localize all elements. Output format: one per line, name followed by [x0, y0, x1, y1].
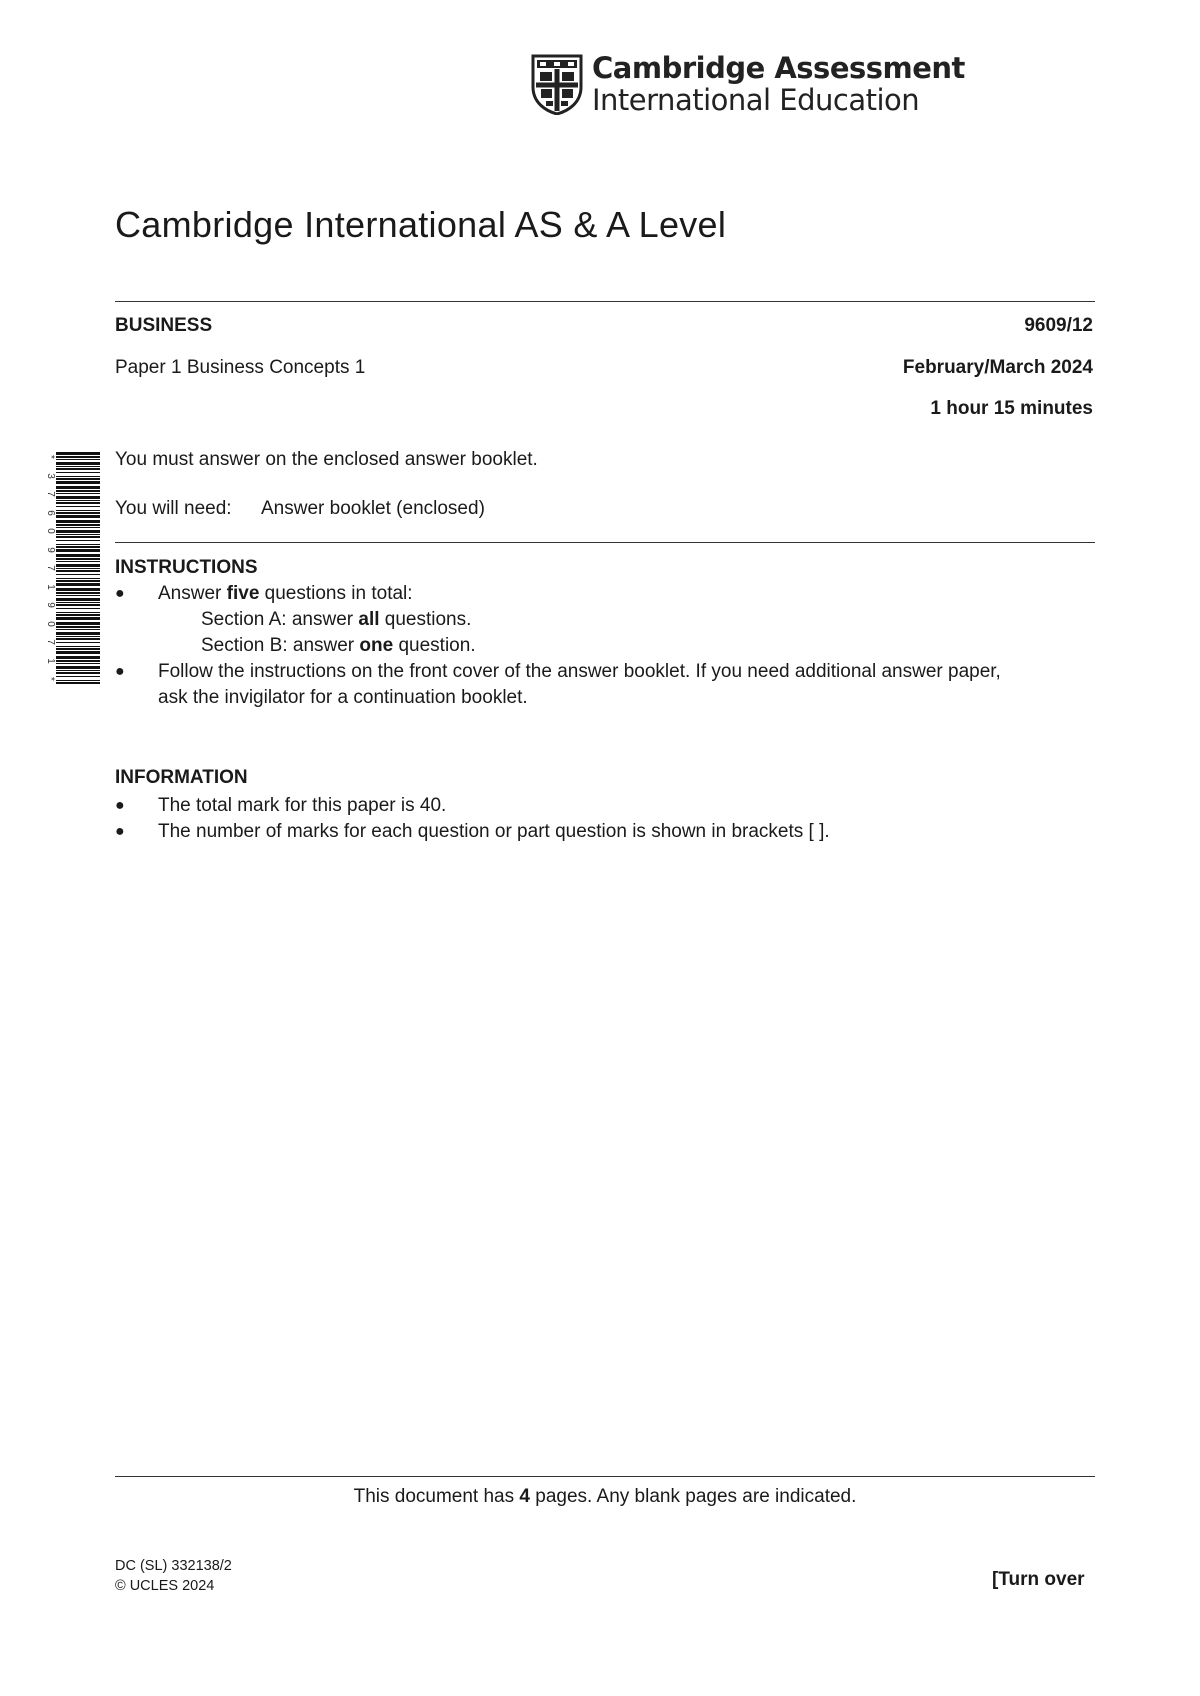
barcode-digit: 1 — [45, 583, 56, 590]
barcode-bar — [56, 638, 100, 640]
barcode-bar — [56, 459, 100, 460]
barcode-bar — [56, 561, 100, 562]
barcode-bar — [56, 578, 100, 579]
text-run: question. — [393, 635, 476, 656]
barcode-bar — [56, 466, 100, 467]
barcode-bar — [56, 481, 100, 484]
cambridge-crest-icon — [530, 53, 584, 115]
barcode-bar — [56, 666, 100, 669]
barcode-bar — [56, 608, 100, 609]
instruction-sub-item — [201, 609, 471, 631]
bullet-icon: ● — [115, 585, 125, 602]
barcode-digit: 9 — [45, 546, 56, 553]
document-code: DC (SL) 332138/2 — [115, 1558, 232, 1574]
text-run: questions in total: — [259, 583, 413, 604]
barcode-bar — [56, 554, 100, 557]
text-run: Section A: answer — [201, 609, 359, 630]
barcode-digit: 0 — [45, 528, 56, 534]
barcode-bar — [56, 574, 100, 575]
barcode-bar — [56, 632, 100, 635]
barcode-bar — [56, 656, 100, 659]
barcode-bar — [56, 515, 100, 518]
candidate-barcode — [44, 452, 100, 684]
barcode-bar — [56, 598, 100, 601]
barcode-bar — [56, 502, 100, 504]
emphasis: one — [359, 635, 394, 656]
barcode-bar — [56, 478, 100, 480]
footer-codes — [115, 1556, 232, 1596]
barcode-bar — [56, 583, 100, 586]
barcode-digits — [44, 452, 56, 684]
barcode-bar — [56, 629, 100, 630]
barcode-bar — [56, 490, 100, 492]
barcode-bar — [56, 672, 100, 674]
text-run: pages. Any blank pages are indicated. — [529, 1486, 857, 1507]
qualification-title: Cambridge International AS & A Level — [115, 204, 727, 245]
text-run: Section B: answer — [201, 635, 360, 656]
bullet-icon: ● — [115, 663, 125, 680]
barcode-digit: 7 — [45, 491, 56, 497]
barcode-bar — [56, 612, 100, 613]
barcode-bar — [56, 595, 100, 596]
instruction-item — [115, 661, 1001, 683]
barcode-bar — [56, 544, 100, 545]
instruction-text: Follow the instructions on the front cover of the answer booklet. If you need additional answer paper, — [158, 661, 1001, 682]
barcode-bar — [56, 670, 100, 671]
turn-over: [Turn over — [992, 1569, 1085, 1590]
barcode-bar — [56, 527, 100, 528]
barcode-bar — [56, 549, 100, 552]
information-heading: INFORMATION — [115, 767, 248, 788]
barcode-bar — [56, 602, 100, 603]
barcode-bar — [56, 646, 100, 647]
barcode-bar — [56, 536, 100, 538]
barcode-bar — [56, 558, 100, 560]
barcode-bar — [56, 614, 100, 616]
materials-needed — [115, 498, 485, 520]
divider — [115, 542, 1095, 543]
barcode-digit: 7 — [45, 565, 56, 571]
barcode-bar — [56, 682, 100, 684]
barcode-bar — [56, 512, 100, 514]
barcode-bar — [56, 476, 100, 477]
paper-name: Paper 1 Business Concepts 1 — [115, 357, 366, 378]
divider — [115, 1476, 1095, 1477]
divider — [115, 301, 1095, 302]
materials-label: You will need: — [115, 498, 232, 519]
barcode-bar — [56, 493, 100, 494]
logo-line-2: International Education — [592, 83, 920, 117]
barcode-bar — [56, 636, 100, 637]
barcode-bar — [56, 468, 100, 470]
cambridge-logo — [530, 52, 965, 116]
barcode-bar — [56, 642, 100, 643]
instruction-text-continued: ask the invigilator for a continuation booklet. — [158, 687, 528, 708]
exam-duration: 1 hour 15 minutes — [930, 398, 1093, 419]
answer-note: You must answer on the enclosed answer booklet. — [115, 449, 538, 470]
subject-name: BUSINESS — [115, 315, 213, 336]
barcode-bar — [56, 580, 100, 582]
exam-session: February/March 2024 — [902, 357, 1093, 378]
bullet-icon: ● — [115, 797, 125, 814]
barcode-bar — [56, 496, 100, 499]
barcode-bar — [56, 540, 100, 541]
information-text: The total mark for this paper is 40. — [158, 795, 447, 816]
logo-line-1: Cambridge Assessment — [592, 51, 965, 85]
barcode-digit: 1 — [45, 657, 56, 664]
barcode-bar — [56, 680, 100, 681]
barcode-bar — [56, 588, 100, 591]
barcode-bar — [56, 660, 100, 662]
barcode-bar — [56, 462, 100, 465]
barcode-bar — [56, 520, 100, 523]
information-text: The number of marks for each question or part question is shown in brackets [ ]. — [158, 821, 830, 842]
paper-code: 9609/12 — [1024, 315, 1093, 336]
barcode-bar — [56, 570, 100, 572]
barcode-bar — [56, 617, 100, 620]
barcode-bar — [56, 456, 100, 458]
barcode-bar — [56, 676, 100, 677]
barcode-bar — [56, 626, 100, 628]
barcode-bar — [56, 592, 100, 594]
barcode-bar — [56, 648, 100, 650]
instruction-item — [115, 583, 413, 605]
barcode-bar — [56, 506, 100, 507]
barcode-bar — [56, 651, 100, 654]
emphasis: all — [358, 609, 380, 630]
text-run: This document has — [353, 1486, 520, 1507]
barcode-digit: 3 — [45, 472, 56, 479]
barcode-digit: 6 — [45, 509, 56, 516]
barcode-bar — [56, 546, 100, 548]
barcode-bar — [56, 568, 100, 569]
barcode-digit: 9 — [45, 602, 56, 608]
barcode-bar — [56, 564, 100, 567]
copyright: © UCLES 2024 — [115, 1578, 215, 1594]
page-count: 4 — [519, 1486, 530, 1507]
materials-value: Answer booklet (enclosed) — [261, 498, 485, 519]
barcode-bar — [56, 534, 100, 535]
barcode-digit: 7 — [45, 639, 56, 645]
information-item — [115, 821, 830, 843]
barcode-bar — [56, 530, 100, 533]
text-run: Answer — [158, 583, 227, 604]
bullet-icon: ● — [115, 823, 125, 840]
barcode-bar — [56, 604, 100, 606]
barcode-digit: 0 — [45, 620, 56, 627]
barcode-bar — [56, 452, 100, 455]
text-run: questions. — [379, 609, 472, 630]
barcode-digit: * — [45, 455, 56, 459]
emphasis: five — [226, 583, 260, 604]
barcode-digit: * — [45, 677, 56, 681]
barcode-bar — [56, 663, 100, 664]
barcode-bar — [56, 524, 100, 526]
barcode-bars — [56, 452, 100, 684]
instruction-sub-item — [201, 635, 476, 657]
barcode-bar — [56, 500, 100, 501]
page-count-note — [115, 1486, 1095, 1508]
barcode-bar — [56, 510, 100, 511]
instructions-heading: INSTRUCTIONS — [115, 557, 258, 578]
barcode-bar — [56, 622, 100, 625]
barcode-bar — [56, 486, 100, 489]
barcode-bar — [56, 472, 100, 473]
information-item — [115, 795, 446, 817]
